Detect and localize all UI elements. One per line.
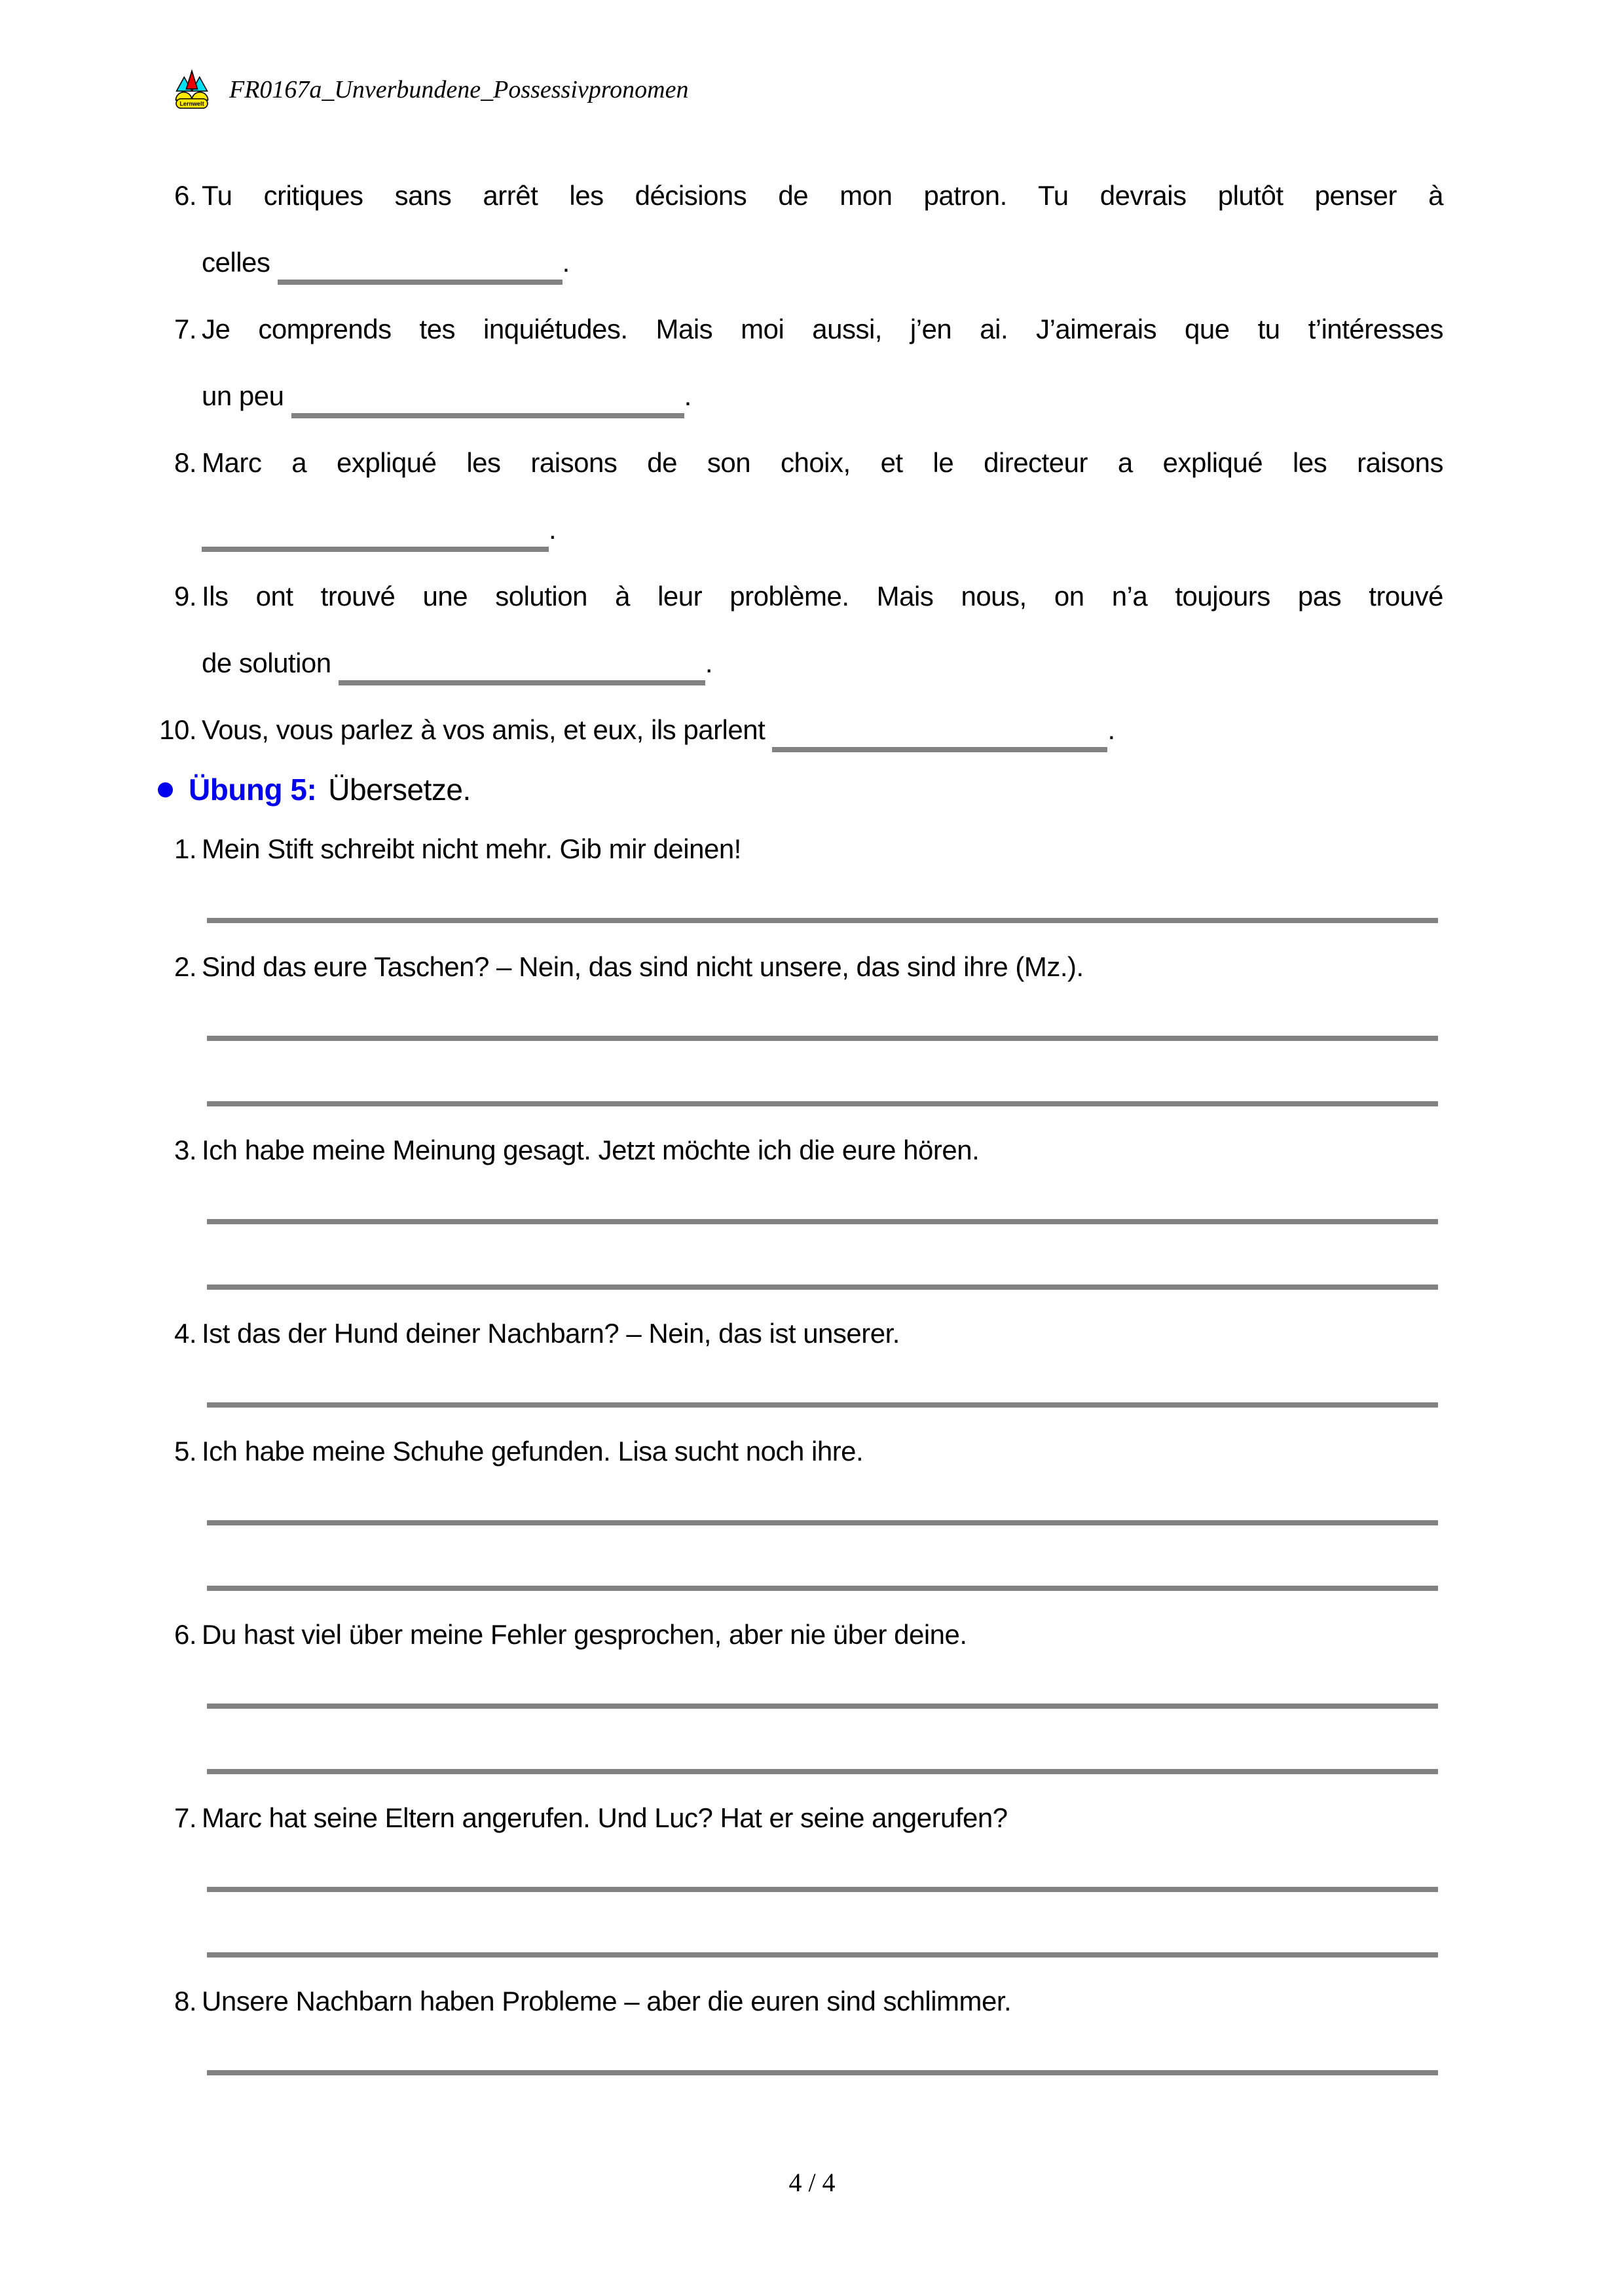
blank-prefix: de solution [202,647,339,678]
logo-center-peak [186,71,197,89]
exercise-item-10 [155,697,1451,763]
answer-line [207,1224,1438,1290]
page-header [174,68,688,111]
sentence-text: Ist das der Hund deiner Nachbarn? – Nein, das ist unserer. [202,1318,900,1349]
sentence-line: Tu critiques sans arrêt les décisions de mon patron. Tu devrais plutôt penser à [202,180,1443,211]
blank-prefix: un peu [202,380,291,411]
exercise-item-6 [155,162,1451,296]
translation-item-5 [155,1422,1451,1591]
page-number: 4 / 4 [788,2168,836,2197]
answer-line [207,1709,1438,1774]
blank-suffix: . [549,514,557,545]
blank-suffix: . [562,247,570,278]
translation-item-8 [155,1972,1451,2075]
item-number: 6. [174,180,196,211]
fill-in-blank [202,547,549,552]
exercise-item-7 [155,296,1451,429]
item-number: 3. [174,1135,196,1165]
fill-in-blank [339,680,705,685]
item-number: 10. [159,714,196,745]
uebung5-label: Übung 5: [189,773,317,807]
item-number: 7. [174,314,196,344]
sentence-text: Ich habe meine Meinung gesagt. Jetzt möchte ich die eure hören. [202,1135,980,1165]
fill-in-blank [772,747,1107,752]
blank-suffix: . [705,647,712,678]
answer-line [207,879,1438,923]
item-number: 8. [174,447,196,478]
sentence-line [202,496,1443,563]
uebung5-instruction: Übersetze. [328,773,471,807]
bullet-icon [158,782,173,797]
item-number: 6. [174,1619,196,1650]
item-number: 4. [174,1318,196,1349]
sentence-text: Du hast viel über meine Fehler gesprochen, aber nie über deine. [202,1619,967,1650]
sentence-text: Marc hat seine Eltern angerufen. Und Luc? Hat er seine angerufen? [202,1802,1008,1833]
translation-item-3 [155,1121,1451,1290]
item-number: 1. [174,833,196,864]
fill-in-blank [278,280,563,285]
sentence-text: Ich habe meine Schuhe gefunden. Lisa sucht noch ihre. [202,1436,864,1467]
sentence-line [202,229,1443,296]
exercise-item-9 [155,563,1451,697]
item-number: 5. [174,1436,196,1467]
translation-item-2 [155,938,1451,1106]
answer-line [207,2031,1438,2075]
blank-prefix: celles [202,247,278,278]
sentence-line [202,363,1443,429]
answer-line [207,1892,1438,1958]
sentence-line: Je comprends tes inquiétudes. Mais moi aussi, j’en ai. J’aimerais que tu t’intéresses [202,314,1443,344]
exercise-item-8 [155,429,1451,563]
answer-line [207,1363,1438,1408]
sentence-line [202,697,1443,763]
sentence-text: Sind das eure Taschen? – Nein, das sind nicht unsere, das sind ihre (Mz.). [202,951,1084,982]
logo-label-text: Lernwelt [179,100,204,107]
page-title: FR0167a_Unverbundene_Possessivpronomen [229,76,689,103]
item-number: 7. [174,1802,196,1833]
sentence-line [202,630,1443,697]
answer-line [207,1180,1438,1224]
item-number: 8. [174,1986,196,2016]
sentence-line: Ils ont trouvé une solution à leur problème. Mais nous, on n’a toujours pas trouvé [202,581,1443,611]
translation-item-7 [155,1789,1451,1958]
answer-line [207,1664,1438,1709]
answer-line [207,996,1438,1041]
sentence-text: Unsere Nachbarn haben Probleme – aber die euren sind schlimmer. [202,1986,1012,2016]
answer-line [207,1525,1438,1591]
blank-prefix: Vous, vous parlez à vos amis, et eux, ils parlent [202,714,773,745]
answer-line [207,1041,1438,1106]
item-number: 2. [174,951,196,982]
fill-in-blank [291,413,684,418]
translation-item-6 [155,1605,1451,1774]
sentence-line: Marc a expliqué les raisons de son choix, et le directeur a expliqué les raisons [202,447,1443,478]
item-number: 9. [174,581,196,611]
uebung5-header [155,765,1451,814]
blank-suffix: . [684,380,692,411]
answer-line [207,1481,1438,1525]
blank-suffix: . [1107,714,1115,745]
lernwelt-logo-icon [174,69,210,111]
worksheet-content [155,162,1451,2075]
answer-line [207,1848,1438,1892]
sentence-text: Mein Stift schreibt nicht mehr. Gib mir deinen! [202,833,741,864]
translation-item-4 [155,1304,1451,1408]
translation-item-1 [155,820,1451,923]
